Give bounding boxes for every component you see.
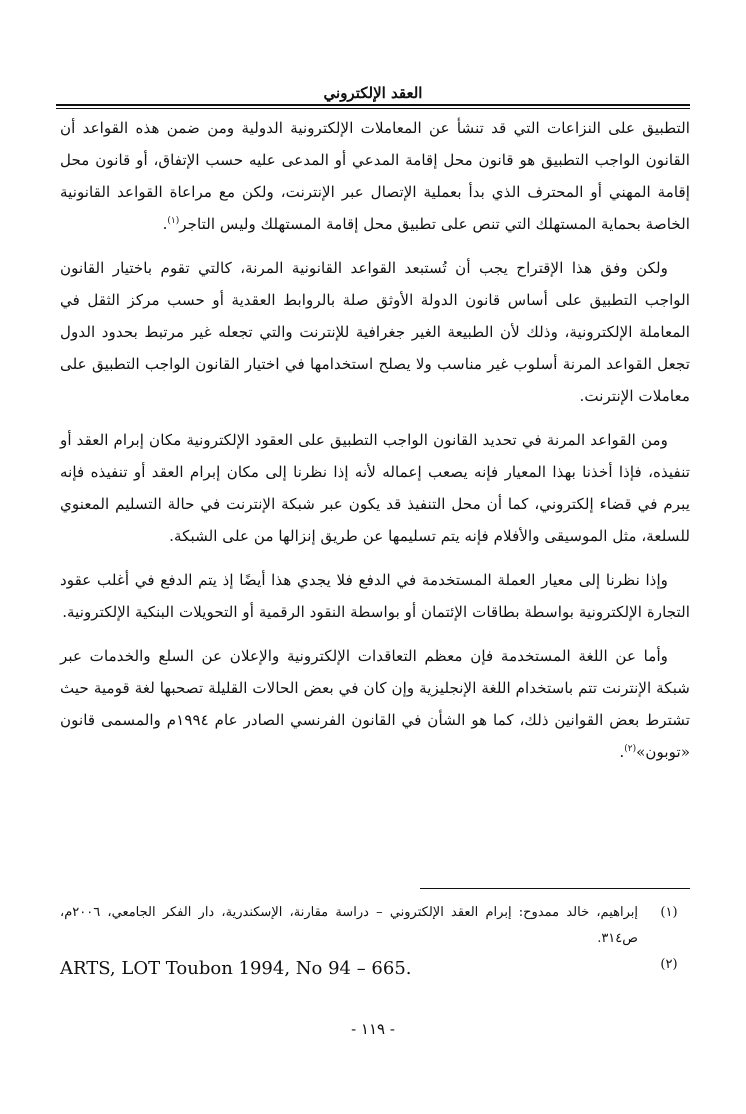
footnote-1-text: إبراهيم، خالد ممدوح: إبرام العقد الإلكتروني – دراسة مقارنة، الإسكندرية، دار الفكر الجامعي، ٢٠٠٦م، ص٣١٤. bbox=[60, 905, 638, 946]
paragraph-5-end: . bbox=[619, 743, 625, 761]
paragraph-5-text: وأما عن اللغة المستخدمة فإن معظم التعاقدات الإلكترونية والإعلان عن السلع والخدمات عبر شبكة الإنترنت تتم باستخدام اللغة الإنجليزية وإن كان في بعض الحالات القليلة تصحبها لغة قومية حيث تشترط بعض القوانين ذلك، كما هو الشأن في القانون الفرنسي الصادر عام ١٩٩٤م والمسمى قانون «توبون» bbox=[60, 647, 691, 761]
footnotes bbox=[60, 900, 690, 986]
footnote-ref-2: (٢) bbox=[624, 743, 637, 754]
header-rule-thick bbox=[56, 104, 690, 106]
header-rule-thin bbox=[56, 108, 690, 109]
footnote-2 bbox=[60, 952, 690, 986]
paragraph-5 bbox=[60, 640, 690, 768]
paragraph-1-text: التطبيق على النزاعات التي قد تنشأ عن المعاملات الإلكترونية الدولية ومن ضمن هذه القواعد أن القانون الواجب التطبيق هو قانون محل إقامة المدعي أو المدعى عليه حسب الإتفاق، أو قانون محل إقامة المهني أو المحترف الذي بدأ بعملية الإتصال عبر الإنترنت، ولكن مع مراعاة القواعد القانونية الخاصة بحماية المستهلك التي تنص على تطبيق محل إقامة المستهلك وليس التاجر bbox=[60, 119, 690, 233]
paragraph-1-end: . bbox=[162, 215, 168, 233]
footnote-2-number: (٢) bbox=[660, 957, 678, 972]
footnote-2-text: ARTS, LOT Toubon 1994, No 94 – 665. bbox=[60, 958, 412, 979]
footnote-1 bbox=[60, 900, 690, 952]
footnote-ref-1: (١) bbox=[167, 215, 180, 226]
footnote-separator bbox=[420, 888, 690, 889]
page-number: - ١١٩ - bbox=[351, 1020, 395, 1038]
footnote-1-number: (١) bbox=[660, 905, 678, 920]
paragraph-1 bbox=[60, 112, 690, 240]
running-header-title: العقد الإلكتروني bbox=[323, 84, 423, 102]
paragraph-4: وإذا نظرنا إلى معيار العملة المستخدمة في الدفع فلا يجدي هذا أيضًا إذ يتم الدفع في أغلب عقود التجارة الإلكترونية بواسطة بطاقات الإئتمان أو بواسطة النقود الرقمية أو التحويلات البنكية الإلكترونية. bbox=[60, 571, 690, 621]
paragraph-2: ولكن وفق هذا الإقتراح يجب أن تُستبعد القواعد القانونية المرنة، كالتي تقوم باختيار القانون الواجب التطبيق على أساس قانون الدولة الأوثق صلة بالروابط العقدية أو حسب مركز الثقل في المعاملة الإلكترونية، وذلك لأن الطبيعة الغير جغرافية للإنترنت والتي تجعله غير مرتبط بحدود الدول تجعل القواعد المرنة أسلوب غير مناسب ولا يصلح استخدامها في اختيار القانون الواجب التطبيق على معاملات الإنترنت. bbox=[60, 259, 690, 405]
main-text bbox=[60, 112, 690, 780]
paragraph-3: ومن القواعد المرنة في تحديد القانون الواجب التطبيق على العقود الإلكترونية مكان إبرام العقد أو تنفيذه، فإذا أخذنا بهذا المعيار فإنه يصعب إعماله لأنه إذا نظرنا إلى مكان إبرام العقد أو تنفيذه فإنه يبرم في قضاء إلكتروني، كما أن محل التنفيذ قد يكون عبر شبكة الإنترنت في حالة التسليم المعنوي للسلعة، مثل الموسيقى والأفلام فإنه يتم تسليمها عن طريق إنزالها من على الشبكة. bbox=[60, 431, 690, 545]
